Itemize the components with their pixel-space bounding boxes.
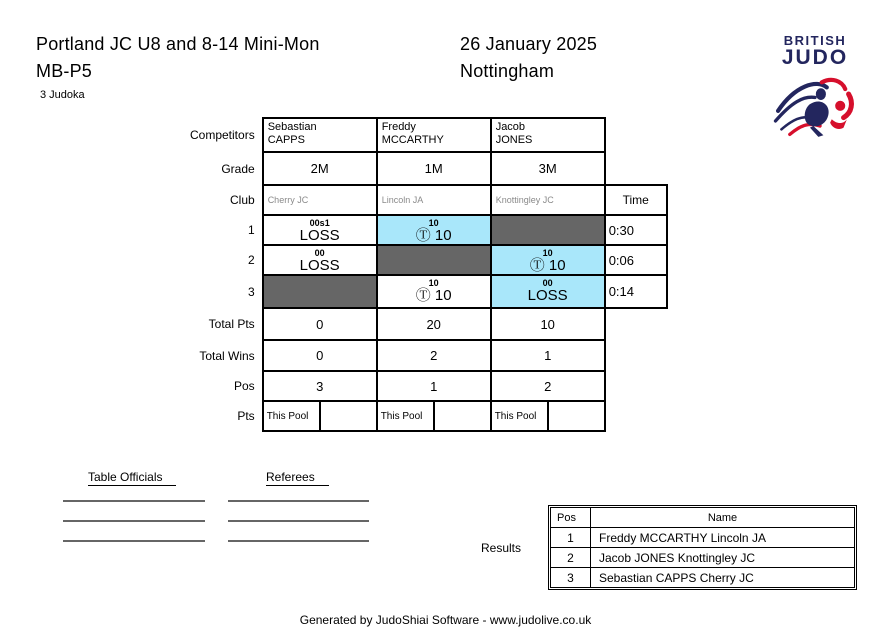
judoka-count: 3 Judoka	[40, 89, 85, 101]
competitor-last-name: JONES	[495, 134, 533, 146]
logo-text-judo: JUDO	[781, 46, 849, 69]
results-table	[548, 505, 857, 590]
match-row-number: 2	[248, 253, 255, 267]
match-score: 10	[428, 278, 439, 288]
match-cell	[377, 215, 491, 245]
this-pool-cell: This Pool	[491, 401, 548, 431]
row-label-total-wins: Total Wins	[199, 348, 255, 363]
signature-line	[63, 500, 205, 502]
competitor-first-name: Sebastian	[267, 121, 317, 133]
match-result: LOSS	[527, 287, 568, 304]
match-score: 10	[542, 248, 553, 258]
match-result: Ⓣ 10	[415, 287, 452, 304]
match-time: 0:30	[605, 215, 667, 245]
results-row	[551, 568, 855, 588]
category-title: MB-P5	[36, 61, 93, 81]
match-row-number: 1	[248, 223, 255, 237]
match-cell	[491, 275, 605, 308]
total-pts-cell: 0	[263, 308, 377, 340]
pts-value-cell	[320, 401, 377, 431]
pts-value-cell	[548, 401, 605, 431]
this-pool-cell: This Pool	[377, 401, 434, 431]
pool-grid	[190, 117, 668, 432]
match-cell	[377, 275, 491, 308]
match-score: 10	[428, 218, 439, 228]
position-cell: 2	[491, 371, 605, 401]
row-label-competitors: Competitors	[190, 128, 255, 142]
match-row	[190, 275, 667, 308]
competitor-first-name: Jacob	[495, 121, 526, 133]
match-score: 00s1	[309, 218, 330, 228]
referees-heading: Referees	[266, 468, 329, 486]
time-column-header: Time	[605, 185, 667, 215]
competitor-cell	[491, 118, 605, 152]
match-result: Ⓣ 10	[529, 257, 566, 274]
event-title: Portland JC U8 and 8-14 Mini-Mon	[36, 34, 320, 54]
table-officials-heading: Table Officials	[88, 468, 176, 486]
result-name: Freddy MCCARTHY Lincoln JA	[591, 528, 855, 548]
competitor-cell	[263, 118, 377, 152]
row-label-grade: Grade	[221, 161, 255, 176]
logo-text-british: BRITISH	[783, 33, 847, 48]
position-cell: 1	[377, 371, 491, 401]
total-wins-cell: 1	[491, 340, 605, 371]
total-pts-cell: 10	[491, 308, 605, 340]
row-label-pts: Pts	[237, 409, 255, 423]
signature-line	[228, 520, 369, 522]
row-label-pos: Pos	[234, 379, 255, 393]
total-wins-row	[190, 340, 667, 371]
signature-line	[228, 500, 369, 502]
match-cell	[491, 245, 605, 275]
grade-cell: 2M	[263, 152, 377, 185]
competitors-row	[190, 118, 667, 152]
total-wins-cell: 0	[263, 340, 377, 371]
result-pos: 1	[551, 528, 591, 548]
british-judo-logo	[769, 33, 861, 138]
judoka-figure-icon	[773, 72, 857, 138]
match-row	[190, 245, 667, 275]
match-cell-not-playing	[491, 215, 605, 245]
competitor-cell	[377, 118, 491, 152]
results-header-name: Name	[591, 508, 855, 528]
generator-credit: Generated by JudoShiai Software - www.judolive.co.uk	[299, 613, 592, 627]
match-cell	[263, 215, 377, 245]
results-row	[551, 528, 855, 548]
result-pos: 2	[551, 548, 591, 568]
pts-row	[190, 401, 667, 431]
grade-cell: 1M	[377, 152, 491, 185]
grade-row	[190, 152, 667, 185]
match-row	[190, 215, 667, 245]
results-label: Results	[481, 541, 522, 555]
position-row	[190, 371, 667, 401]
total-wins-cell: 2	[377, 340, 491, 371]
competitor-last-name: CAPPS	[267, 134, 305, 146]
row-label-total-pts: Total Pts	[208, 317, 255, 331]
pts-value-cell	[434, 401, 491, 431]
event-location: Nottingham	[460, 61, 555, 81]
row-label-club: Club	[230, 193, 255, 207]
match-time: 0:06	[605, 245, 667, 275]
match-time: 0:14	[605, 275, 667, 308]
club-cell: Lincoln JA	[377, 185, 491, 215]
match-score: 00	[542, 278, 553, 288]
club-cell: Knottingley JC	[491, 185, 605, 215]
result-name: Jacob JONES Knottingley JC	[591, 548, 855, 568]
club-cell: Cherry JC	[263, 185, 377, 215]
competitor-last-name: MCCARTHY	[381, 134, 444, 146]
results-header-pos: Pos	[551, 508, 591, 528]
total-pts-row	[190, 308, 667, 340]
results-row	[551, 548, 855, 568]
match-cell	[263, 245, 377, 275]
signature-line	[63, 520, 205, 522]
signature-line	[228, 540, 369, 542]
result-pos: 3	[551, 568, 591, 588]
match-score: 00	[314, 248, 325, 258]
grade-cell: 3M	[491, 152, 605, 185]
match-cell-not-playing	[263, 275, 377, 308]
this-pool-cell: This Pool	[263, 401, 320, 431]
signature-line	[63, 540, 205, 542]
match-result: Ⓣ 10	[415, 227, 452, 244]
match-result: LOSS	[299, 257, 340, 274]
position-cell: 3	[263, 371, 377, 401]
event-date: 26 January 2025	[460, 34, 598, 54]
result-name: Sebastian CAPPS Cherry JC	[591, 568, 855, 588]
match-row-number: 3	[248, 284, 255, 299]
club-row	[190, 185, 667, 215]
match-result: LOSS	[299, 227, 340, 244]
competitor-first-name: Freddy	[381, 121, 416, 133]
results-header-row	[551, 508, 855, 528]
match-cell-not-playing	[377, 245, 491, 275]
total-pts-cell: 20	[377, 308, 491, 340]
